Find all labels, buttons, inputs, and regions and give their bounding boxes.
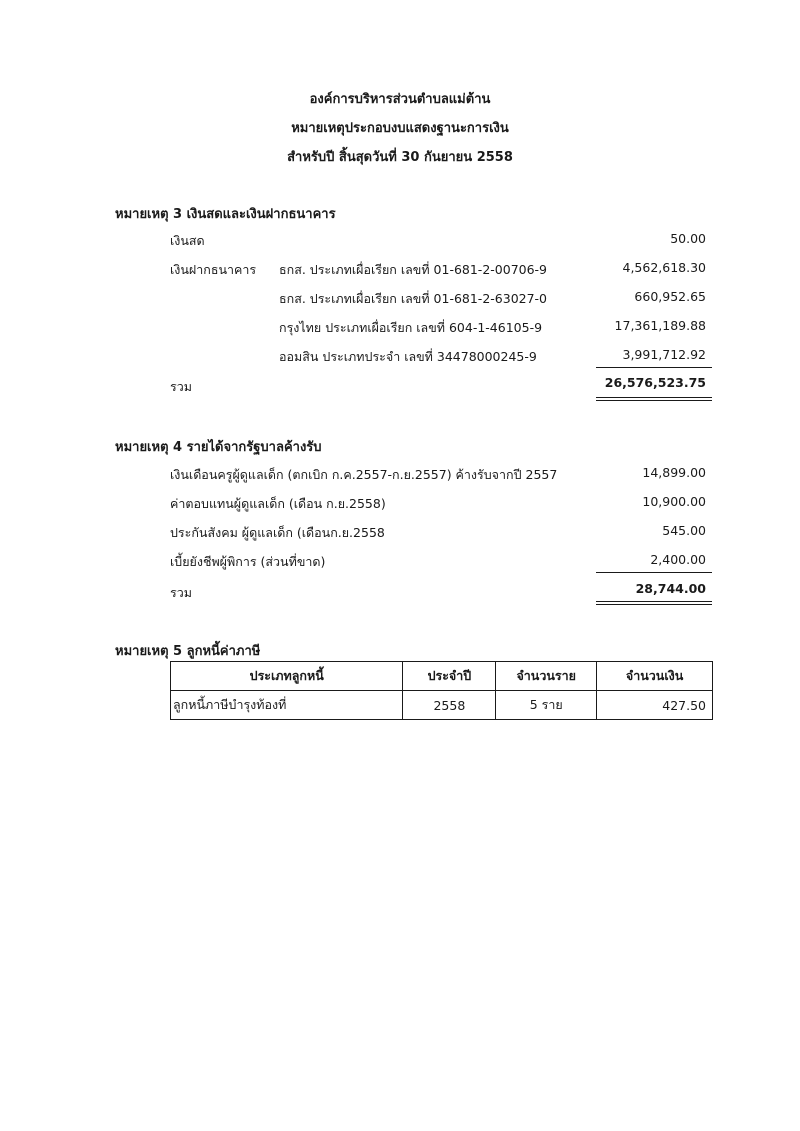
cash-amount: 50.00	[670, 231, 706, 246]
col-header-count: จำนวนราย	[496, 662, 597, 691]
double-rule-bottom	[596, 400, 712, 401]
cell-amount: 427.50	[597, 691, 713, 720]
receivable-amount-2: 10,900.00	[642, 494, 706, 509]
account-desc-4: ออมสิน ประเภทประจำ เลขที่ 34478000245-9	[279, 349, 537, 364]
col-header-type: ประเภทลูกหนี้	[171, 662, 403, 691]
document-title: หมายเหตุประกอบงบแสดงฐานะการเงิน	[291, 121, 509, 136]
tax-receivable-table	[170, 661, 713, 720]
note4-double-rule-bottom	[596, 604, 712, 605]
note4-total-label: รวม	[170, 585, 192, 600]
subtotal-rule	[596, 367, 712, 368]
cell-count: 5 ราย	[496, 691, 597, 720]
account-amount-2: 660,952.65	[634, 289, 706, 304]
note3-title: หมายเหตุ 3 เงินสดและเงินฝากธนาคาร	[115, 207, 336, 222]
note3-total-label: รวม	[170, 379, 192, 394]
account-amount-3: 17,361,189.88	[614, 318, 706, 333]
cash-label: เงินสด	[170, 233, 205, 248]
col-header-amount: จำนวนเงิน	[597, 662, 713, 691]
receivable-desc-3: ประกันสังคม ผู้ดูแลเด็ก (เดือนก.ย.2558	[170, 525, 385, 540]
table-row	[171, 691, 713, 720]
account-desc-3: กรุงไทย ประเภทเผื่อเรียก เลขที่ 604-1-46105-9	[279, 320, 543, 335]
note4-total-amount: 28,744.00	[635, 581, 706, 596]
account-desc-1: ธกส. ประเภทเผื่อเรียก เลขที่ 01-681-2-00706-9	[279, 262, 548, 277]
period-line: สำหรับปี สิ้นสุดวันที่ 30 กันยายน 2558	[287, 150, 513, 165]
double-rule-top	[596, 397, 712, 398]
receivable-desc-2: ค่าตอบแทนผู้ดูแลเด็ก (เดือน ก.ย.2558)	[170, 496, 386, 511]
receivable-desc-4: เบี้ยยังชีพผู้พิการ (ส่วนที่ขาด)	[170, 554, 326, 569]
receivable-amount-4: 2,400.00	[650, 552, 706, 567]
account-amount-4: 3,991,712.92	[622, 347, 706, 362]
cell-year: 2558	[403, 691, 496, 720]
note4-double-rule-top	[596, 601, 712, 602]
note3-total-amount: 26,576,523.75	[604, 375, 706, 390]
table-header-row	[171, 662, 713, 691]
account-amount-1: 4,562,618.30	[622, 260, 706, 275]
org-name: องค์การบริหารส่วนตำบลแม่ต้าน	[309, 92, 491, 107]
receivable-amount-3: 545.00	[662, 523, 706, 538]
note4-title: หมายเหตุ 4 รายได้จากรัฐบาลค้างรับ	[115, 440, 322, 455]
receivable-amount-1: 14,899.00	[642, 465, 706, 480]
deposit-label: เงินฝากธนาคาร	[170, 262, 257, 277]
cell-type: ลูกหนี้ภาษีบำรุงท้องที่	[171, 691, 403, 720]
receivable-desc-1: เงินเดือนครูผู้ดูแลเด็ก (ตกเบิก ก.ค.2557-ก.ย.2557) ค้างรับจากปี 2557	[170, 467, 558, 482]
note4-subtotal-rule	[596, 572, 712, 573]
col-header-year: ประจำปี	[403, 662, 496, 691]
account-desc-2: ธกส. ประเภทเผื่อเรียก เลขที่ 01-681-2-63027-0	[279, 291, 548, 306]
note5-title: หมายเหตุ 5 ลูกหนี้ค่าภาษี	[115, 644, 261, 659]
